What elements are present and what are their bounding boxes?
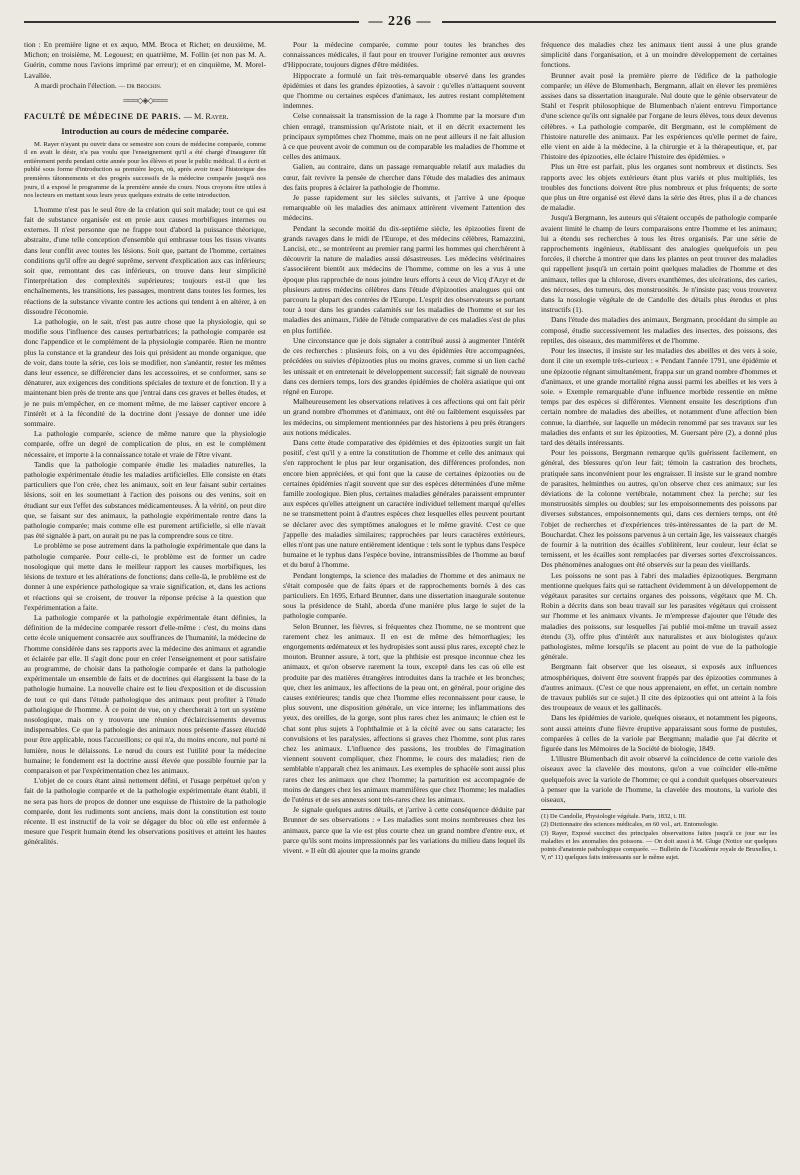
election-text: A mardi prochain l'élection. [34, 80, 117, 90]
footnote: (2) Dictionnaire des sciences médicales, en 60 vol., art. Entomologie. [541, 821, 719, 829]
paragraph: Dans les épidémies de variole, quelques oiseaux, et notamment les pigeons, sont aussi atteints d'une fièvre éruptive apparaissant sous forme de pustules, comparées à celles de la variole par Bergmann; maladie que j'ai décrite et figurée dans les Mémoires de la Société de biologie, 1849. [541, 713, 777, 754]
editorial-intro: M. Rayer n'ayant pu ouvrir dans ce semestre son cours de médecine comparée, comme il en avait le désir, n'a pas voulu que l'enseignement qu'il a été chargé d'inaugurer fût entièrement perdu pendant cette année pour les élèves et pour le public médical. Il a écrit et publié sous forme d'introduction sa première leçon, où, après avoir tracé l'historique des premières tâtonnements et des progrès successifs de la médecine comparée jusqu'à nos jours, il a exposé le programme de la première année du cours. Nous croyons être utiles à nos lecteurs en mettant sous leurs yeux quelques extraits de cette introduction. [24, 140, 266, 200]
header-rule-right [442, 21, 777, 23]
paragraph: Jusqu'à Bergmann, les auteurs qui s'étaient occupés de pathologie comparée avaient limité le champ de leurs comparaisons entre l'homme et les animaux; lui a étendu ses recherches à tous les êtres organisés. Par une série de rapprochements ingénieux, établissant des analogies quelquefois un peu forcées, il cherche à montrer que dans les plantes on peut trouver des maladies qui rappellent jusqu'à un certain point quelques maladies de l'homme et des animaux, telles que la chlorose, divers exanthèmes, des ulcérations, des caries, des nécroses, des tumeurs, des monstruosités. Je n'insiste pas; vous trouverez dans la nosologie végétale de de Candolle des détails plus étendus et plus instructifs (1). [541, 213, 777, 315]
paragraph: Une circonstance que je dois signaler a contribué aussi à augmenter l'intérêt de ces recherches : plusieurs fois, on a vu des épidémies être accompagnées, précédées ou suivies d'épizooties plus ou moins graves, comme si un lien caché les unissait et en entretenait le développement successif; fait signalé de nouveau dans ces derniers temps, lors des grandes épidémies de choléra asiatique qui ont régné en Europe. [283, 335, 525, 396]
faculty-heading: FACULTÉ DE MÉDECINE DE PARIS. [24, 112, 182, 122]
footnote: (3) Rayer, Exposé succinct des principales observations faites jusqu'à ce jour sur les maladies et les anomalies des poissons. — On doit aussi à M. Gluge (Notice sur quelques points d'anatomie pathologique comparée. — Bulletin de l'Académie royale de Bruxelles, t. V, nº 11) quelques faits intéressants sur le même sujet. [541, 829, 777, 862]
paragraph: Dans cette étude comparative des épidémies et des épizooties surgit un fait positif, c'est qu'il y a entre la constitution de l'homme et celle des animaux qui s'en rapprochent le plus par leur organisation, des différences profondes, non encore bien appréciées, et qui font que la cause de certaines épizooties ou de certaines épidémies n'agit souvent que sur des espèces déterminées d'une même famille zoologique. Bien plus, certaines maladies générales paraissent emprunter aux espèces qu'elles atteignent un caractère individuel tellement marqué qu'elles ne se transmettent point à d'autres espèces chez lesquelles elles peuvent pourtant se déclarer avec des symptômes analogues et le même gravité. C'est ce que j'appelle des maladies similaires; rapprochées par leurs caractères extérieurs, elles n'ont pas une nature entièrement identique : tels sont le typhus dans l'espèce humaine et le typhus dans l'espèce bovine, intransmissibles de l'homme au bœuf et du bœuf à l'homme. [283, 437, 525, 570]
paragraph: Pendant la seconde moitié du dix-septième siècle, les épizooties firent de grands ravages dans le midi de l'Europe, et des médecins célèbres, Ramazzini, Lancisi, etc., se montrèrent au premier rang parmi les hommes qui cherchèrent à découvrir la nature de maladies aussi désastreuses. Les médecins vétérinaires s'associèrent bientôt aux médecins de l'homme, comme on les a vus à une époque plus rapprochée de nous joindre leurs efforts à ceux de Vicq d'Azyr et de plusieurs autres médecins célèbres dans l'étude d'épizooties analogues qui ont parcouru la plupart des contrées de l'Europe. L'esprit des observateurs se portant tour à tour dans les grandes calamités sur les maladies de l'homme et sur les maladies des animaux, l'idée de l'étude comparative de ces maladies s'est de plus en plus fortifiée. [283, 223, 525, 335]
paragraph: Pour les poissons, Bergmann remarque qu'ils guérissent facilement, en général, des blessures qu'on leur fait; témoin la castration des brochets, pratiquée sans inconvénient pour les engraisser. Il insiste sur le grand nombre de parasites, helminthes ou autres, qu'on observe chez ces animaux; sur les déviations de la colonne vertébrale, notamment chez la perche; sur les monstruosités simples ou doubles; sur les empoisonnements des poissons par diverses substances, empoisonnements qui, dans ces derniers temps, ont été l'objet de recherches et d'expériences très-intéressantes de la part de M. Bouchardat. Chez les poissons parvenus à un certain âge, les vaisseaux chargés de fournir à la nutrition des écailles s'oblitèrent, leur couleur, leur éclat se ternissent, et les écailles sont remplacées par diverses sortes d'excroissances. Des phénomènes analogues ont été observés sur la peau des vieillards. [541, 448, 777, 570]
paragraph: Les poissons ne sont pas à l'abri des maladies épizootiques. Bergmann mentionne quelques faits qui se rattachent évidemment à un développement de végétaux parasites sur certains organes des poissons, végétaux que M. Ch. Robin a décrits dans son beau travail sur les parasites végétaux qui croissent sur l'homme et les animaux vivants. Je m'empresse d'ajouter que l'étude des maladies des poissons, sur lesquelles j'ai publié moi-même un travail assez étendu (3), offre plus d'intérêt aux naturalistes et aux biologistes qu'aux pathologistes, même lorsqu'ils se placent au point de vue de la pathologie générale. [541, 570, 777, 662]
paragraph: Malheureusement les observations relatives à ces affections qui ont fait périr un grand nombre d'hommes et d'animaux, ont été ou faiblement esquissées par les médecins, ou simplement mentionnées par des historiens à peu près étrangers aux notions médicales. [283, 397, 525, 437]
paragraph: L'illustre Blumenbach dit avoir observé la coïncidence de cette variole des oiseaux avec la clavelée des moutons, qu'on a vue coïncider elle-même quelquefois avec la variole de l'homme; ce qui a conduit quelques observateurs à penser que la variole de l'homme, la clavelée des moutons, la variole des oiseaux, [541, 754, 777, 805]
paragraph: Selon Brunner, les fièvres, si fréquentes chez l'homme, ne se montrent que rarement chez les animaux. Il en est de même des hémorrhagies; les engorgements œdémateux et les hydropisies sont aussi plus rares, excepté chez le mouton. Brunner assure, à tort, que la phthisie est presque inconnue chez les animaux, et qu'on observe rarement la toux, excepté dans les cas où elle est produite par des matières étrangères introduites dans la trachée et les bronches; que, chez les animaux, les affections de la peau ont, en général, pour origine des causes extérieures; tandis que chez l'homme elles reconnaissent pour cause, le plus souvent, une disposition générale, un vice interne; les inflammations des yeux, des oreilles, de la gorge, sont plus rares chez les animaux; le chien est le chat sont plus sujets à l'ophthalmie et à la cécité avec ou sans cataracte; les convulsions et les paralysies, affections si graves chez l'homme, sont plus rares chez les animaux. L'influence des passions, les troubles de l'imagination viennent souvent compliquer, chez l'homme, le cours des maladies; rien de semblable n'apparaît chez les animaux. Les exemples de sphacèle sont aussi plus rares chez les animaux que chez l'homme; la parturition est accompagnée de moins de dangers chez les animaux mammifères que chez l'homme; les maladies de l'utérus et de ses annexes sont très-rares chez les animaux. [283, 621, 525, 805]
ornament-divider: ═══◇◈◇═══ [123, 96, 167, 106]
header-rule-left [24, 21, 359, 23]
paragraph: Je signale quelques autres détails, et j'arrive à cette conséquence déduite par Brunner de ses observations : « Les maladies sont moins nombreuses chez les animaux, parce que la vie est plus courte chez un grand nombre d'entre eux, et parce qu'ils sont moins impressionnés par les variations du milieu dans lequel ils vivent. » Il eût dû ajouter que la moins grande [283, 805, 525, 856]
paragraph: Galien, au contraire, dans un passage remarquable relatif aux maladies du cœur, fait revivre la pensée de chercher dans l'étude des maladies des animaux des faits propres à éclairer la pathologie de l'homme. [283, 162, 525, 192]
paragraph: La pathologie comparée et la pathologie expérimentale étant définies, la définition de la médecine comparée ressort d'elle-même : c'est, du moins dans cette école uniquement consacrée aux souffrances de l'humanité, la médecine de l'homme considérée dans ses rapports avec la médecine des animaux et agrandie et éclairée par elle. Il s'agit donc pour en créer l'enseignement et pour satisfaire au programme, de choisir dans la pathologie comparée et dans la pathologie expérimentale un ensemble de faits et de doctrines qui élargissent la base de la pathologie humaine. La nouvelle chaire est le lieu d'exposition et de discussion de tout ce qui dans l'étude pathologique des animaux peut profiter à l'étude pathologique de l'homme. À ce point de vue, on y chercherait à tort un système nosologique, mais on y trouvera une réunion d'éclaircissements devenus indispensables. Ce que la pathologie des animaux nous présente d'assez élucidé pour être applicable, nous l'accueillons; ce qui n'a, du moins encore, nul porté ni lumière, nous le délaissons. Le nœud du cours est l'utilité pour la médecine humaine; le fondement est la doctrine aussi élevée que possible fournie par la comparaison et par l'expérimentation chez les animaux. [24, 612, 266, 775]
paragraph: Brunner avait posé la première pierre de l'édifice de la pathologie comparée; un élève de Blumenbach, Bergmann, allait en élever les premières assises dans sa dissertation inaugurale. Nul doute que le génie observateur de Stahl et l'esprit philosophique de Blumenbach n'aient entrevu l'importance d'une science qu'ils ont signalée par l'organe de leurs élèves, tous deux devenus célèbres. « La pathologie comparée, dit Bergmann, est le complément de l'histoire naturelle des animaux. Par les expériences qu'elle permet de faire, elle vient en aide à la médecine, à la chirurgie et à la thérapeutique, et, par l'histoire des épizooties, elle éclaire l'histoire des épidémies. » [541, 70, 777, 162]
paragraph: Pour les insectes, il insiste sur les maladies des abeilles et des vers à soie, dont il cite un exemple très-curieux : « Pendant l'année 1791, une épidémie et une épizootie régnant simultanément, frappa sur un grand nombre d'hommes et d'animaux, et une grande mortalité régna aussi parmi les abeilles et les vers à soie. » Exemple remarquable d'une influence morbide ressentie en même temps par des espèces si différentes. Viennent ensuite les descriptions d'un certain nombre de maladies des abeilles, et notamment d'une affection bien connue, la diarrhée, sur laquelle un médecin renommé par ses travaux sur les maladies des enfants et sur les épizooties, M. Guersant père (2), a donné plus tard des détails intéressants. [541, 346, 777, 447]
faculty-author: — M. Rayer. [183, 112, 229, 122]
paragraph: Tandis que la pathologie comparée étudie les maladies naturelles, la pathologie expérimentale étudie les maladies artificielles. Elle consiste en états particuliers que l'on crée, chez les animaux, soit en leur faisant subir certaines lésions, soit en les soumettant à l'action des poisons ou des venins, soit en étudiant sur eux l'effet des substances médicamenteuses. À la vérité, on peut dire que, se faisant sur des animaux, la pathologie expérimentale rentre dans la pathologie comparée; mais comme elle est purement artificielle, si elle n'avait pas été signalée à part, on aurait pu ne pas la comprendre sous ce titre. [24, 459, 266, 541]
article-title: Introduction au cours de médecine comparée. [61, 126, 229, 137]
paragraph: Je passe rapidement sur les siècles suivants, et j'arrive à une époque remarquable où les maladies des animaux attirèrent vivement l'attention des médecins. [283, 193, 525, 223]
footnote-rule [541, 809, 611, 810]
paragraph: Plus un être est parfait, plus les organes sont nombreux et distincts. Ses rapports avec les objets extérieurs étant plus variés et plus multipliés, les troubles des fonctions doivent être plus nombreux et plus fréquents; de sorte que plus un être organisé est élevé dans la série des êtres, plus il a de chances de maladie. [541, 162, 777, 213]
paragraph: Le problème se pose autrement dans la pathologie expérimentale que dans la pathologie comparée. Pour celle-ci, le problème est de former un cadre nosologique qui mette dans le meilleur rapport les causes morbifiques, les lésions de texture et les altérations de fonctions; dans celle-là, le problème est de donner à une expérience pathologique sa vraie signification, et, dans les actions et réactions qui se croisent, de trouver la réponse précise à la question que l'expérimentation a faite. [24, 541, 266, 612]
column-left [24, 40, 266, 848]
paragraph: L'homme n'est pas le seul être de la création qui soit malade; tout ce qui est fait de substance organisée est en proie aux causes morbifiques internes ou externes. Il n'est personne que ne frappe tout d'abord la puissance théorique, abstraite, d'une telle conception d'ensemble qui embrasse tous les tissus vivants dans leur conflit avec toutes les lésions. Soit que, partant de l'homme, certaines conditions qu'il offre au degré suprême, servent d'explication aux cas inférieurs; soit que, remontant des cas inférieurs, on trouve dans leur simplicité l'interprétation des complexités supérieures; toujours est-il que les enchaînements, les transitions, les passages, montrent dans toutes les formes, les réactions de la substance vivante contre les actions qui tendent à en altérer, à en dissoudre l'économie. [24, 204, 266, 316]
paragraph: La pathologie, on le sait, n'est pas autre chose que la physiologie, qui se modifie sous l'influence des causes perturbatrices; la pathologie comparée est donc l'appendice et le complément de la physiologie comparée. Rien ne montre plus la constance et la grandeur des lois qui président au monde organique, que de voir, dans toute la série, ces lois se modifier, non s'anéantir, rester les mêmes dans leur essence, se différencier dans les accessoires, et se conformer, sans se dénaturer, aux exigences des conditions spéciales de texture et de fonction. Il y a maintenant bien près de trente ans que j'entrai dans ces graves et belles études, et je ne puis m'empêcher, en ce moment même, de me laisser captiver encore à l'intérêt et à la fécondité de la doctrine dont j'essaye de donner une idée sommaire. [24, 317, 266, 429]
paragraph: Pendant longtemps, la science des maladies de l'homme et des animaux ne s'était composée que de faits épars et de rapprochements bornés à des cas particuliers. En 1695, Erhard Brunner, dans une dissertation inaugurale soutenue sous la présidence de Stahl, abordа d'une manière plus large le sujet de la pathologie comparée. [283, 570, 525, 621]
footnote: (1) De Candolle, Physiologie végétale. Paris, 1832, t. III. [541, 813, 687, 821]
column-right [541, 40, 777, 862]
paragraph: tion : En première ligne et ex æquo, MM. Broca et Richet; en deuxième, M. Michon; en troisième, M. Legouest; en quatrième, M. Follin (et non pas M. A. Guérin, comme nous l'avions imprimé par erreur); et en cinquième, M. Morel-Lavallée. [24, 40, 266, 80]
paragraph: Bergmann fait observer que les oiseaux, si exposés aux influences atmosphériques, doivent être souvent frappés par des épizooties communes à d'autres animaux. (C'est ce que nous apprenaient, en effet, un certain nombre de travaux publiés sur ce sujet.) Il cite des épizooties qui ont atteint à la fois des troupeaux de veaux et les gallinacés. [541, 662, 777, 713]
paragraph: fréquence des maladies chez les animaux tient aussi à une plus grande simplicité dans l'organisation, et à un moindre développement de certaines fonctions. [541, 40, 777, 70]
paragraph: La pathologie comparée, science de même nature que la physiologie comparée, offre un degré de complication de plus, en est le complément nécessaire, et importe à la connaissance totale et vraie de l'être vivant. [24, 429, 266, 459]
paragraph: Hippocrate a formulé un fait très-remarquable observé dans les grandes épidémies et dans les grandes épizooties, à savoir : qu'elles n'attaquent souvent que l'homme ou certaines espèces d'animaux, les autres restant complétement indemnes. [283, 70, 525, 111]
section-heading [24, 112, 266, 122]
paragraph-election [24, 81, 266, 92]
paragraph: L'objet de ce cours étant ainsi nettement défini, et l'usage perpétuel qu'on y fait de la pathologie comparée et de la pathologie expérimentale étant établi, il ne sera pas hors de propos de donner une esquisse de l'histoire de la pathologie comparée, dont les rudiments sont anciens, mais dont la constitution est toute récente. Il est instructif de la voir se dégager du bloc où elle est enfermée à mesure que l'esprit humain étend les observations positives et atteint les hautes généralités. [24, 776, 266, 847]
page-number: — 226 — [368, 14, 432, 29]
paragraph: Celse connaissait la transmission de la rage à l'homme par la morsure d'un chien enragé, transmission qu'Aristote niait, et il en décrit exactement les principaux symptômes chez l'homme, mais on ne peut ailleurs il ne fait allusion à ce que peuvent avoir de commun ou de comparable les maladies de l'homme et celles des animaux. [283, 111, 525, 162]
paragraph: Pour la médecine comparée, comme pour toutes les branches des connaissances médicales, il faut pour en trouver l'origine remonter aux œuvres d'Hippocrate, toujours dignes d'être méditées. [283, 40, 525, 70]
paragraph: Dans l'étude des maladies des animaux, Bergmann, procédant du simple au composé, étudie successivement les maladies des insectes, des poissons, des reptiles, des oiseaux, des mammifères et de l'homme. [541, 315, 777, 345]
author-signature: — Dr Brochin. [118, 82, 162, 90]
column-middle [283, 40, 525, 856]
page-header [24, 12, 776, 32]
